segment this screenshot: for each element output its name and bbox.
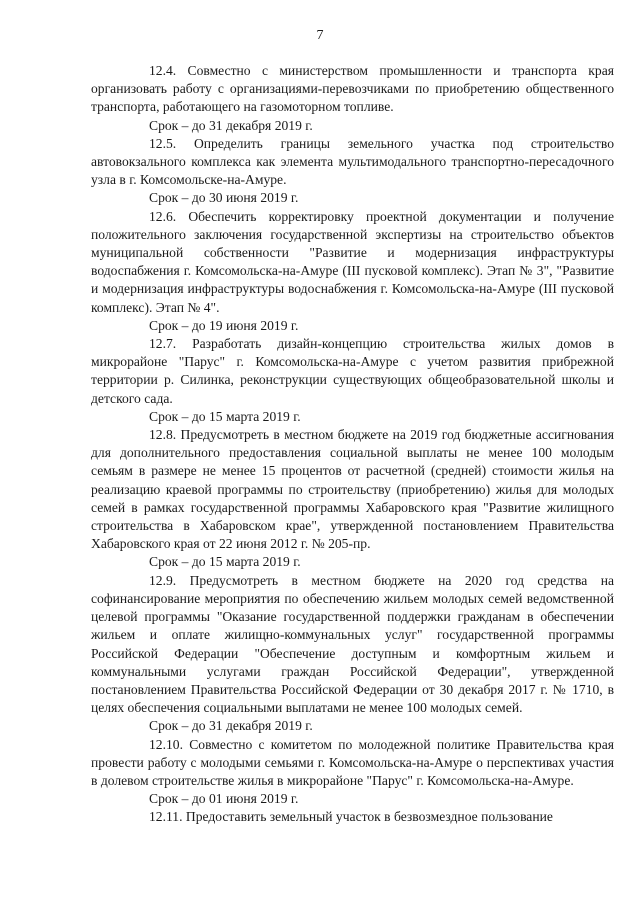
- deadline-12-6: Срок – до 19 июня 2019 г.: [149, 317, 299, 333]
- deadline-12-7: Срок – до 15 марта 2019 г.: [149, 408, 301, 424]
- paragraph-12-9: 12.9. Предусмотреть в местном бюджете на 2020 год средства на софинансирование мероприятия по обеспечению жильем молодых семей ведомственной целевой программы "Оказание государственной поддержки гражданам в обеспечении жильем и оплате жилищно-коммунальных услуг" государственной программы Российской Федерации "Обеспечение доступным и комфортным жильем и коммунальными услугами граждан Российской Федерации", утвержденной постановлением Правительства Российской Федерации от 30 декабря 2017 г. № 1710, в целях обеспечения социальными выплатами не менее 100 молодых семей.: [91, 572, 614, 716]
- page-number: 7: [316, 28, 324, 43]
- deadline-12-5: Срок – до 30 июня 2019 г.: [149, 190, 299, 206]
- document-body: [91, 62, 614, 827]
- paragraph-12-10: 12.10. Совместно с комитетом по молодежной политике Правительства края провести работу с молодыми семьями г. Комсомольска-на-Амуре о перспективах участия в долевом строительстве жилья в микрорайоне "Парус" г. Комсомольска-на-Амуре.: [91, 736, 614, 788]
- deadline-12-9: Срок – до 31 декабря 2019 г.: [149, 718, 313, 734]
- deadline-12-8: Срок – до 15 марта 2019 г.: [149, 554, 301, 570]
- deadline-12-4: Срок – до 31 декабря 2019 г.: [149, 117, 313, 133]
- paragraph-12-7: 12.7. Разработать дизайн-концепцию строительства жилых домов в микрорайоне "Парус" г. Комсомольска-на-Амуре с учетом развития прибрежной территории р. Силинка, реконструкции существующих общеобразовательной школы и детского сада.: [91, 336, 614, 406]
- paragraph-12-6: 12.6. Обеспечить корректировку проектной документации и получение положительного заключения государственной экспертизы на строительство объектов муниципальной собственности "Развитие и модернизация инфраструктуры водоспабжения г. Комсомольска-на-Амуре (III пусковой комплекс). Этап № 3", "Развитие и модернизация инфраструктуры водоснабжения г. Комсомольска-на-Амуре (III пусковой комплекс). Этап № 4".: [91, 208, 614, 315]
- deadline-12-10: Срок – до 01 июня 2019 г.: [149, 791, 299, 807]
- paragraph-12-8: 12.8. Предусмотреть в местном бюджете на 2019 год бюджетные ассигнования для дополнительного предоставления социальной выплаты не менее 100 молодым семьям в размере не менее 15 процентов от расчетной (средней) стоимости жилья на реализацию краевой программы по строительству (приобретению) жилья для молодых семей в рамках государственной программы Хабаровского края "Развитие жилищного строительства в Хабаровском крае", утвержденной постановлением Правительства Хабаровского края от 22 июня 2012 г. № 205-пр.: [91, 427, 614, 552]
- paragraph-12-4: 12.4. Совместно с министерством промышленности и транспорта края организовать работу с организациями-перевозчиками по приобретению общественного транспорта, работающего на газомоторном топливе.: [91, 63, 614, 115]
- paragraph-12-5: 12.5. Определить границы земельного участка под строительство автовокзального комплекса как элемента мультимодального транспортно-пересадочного узла в г. Комсомольске-на-Амуре.: [91, 135, 614, 188]
- paragraph-12-11: 12.11. Предоставить земельный участок в безвозмездное пользование: [149, 809, 553, 825]
